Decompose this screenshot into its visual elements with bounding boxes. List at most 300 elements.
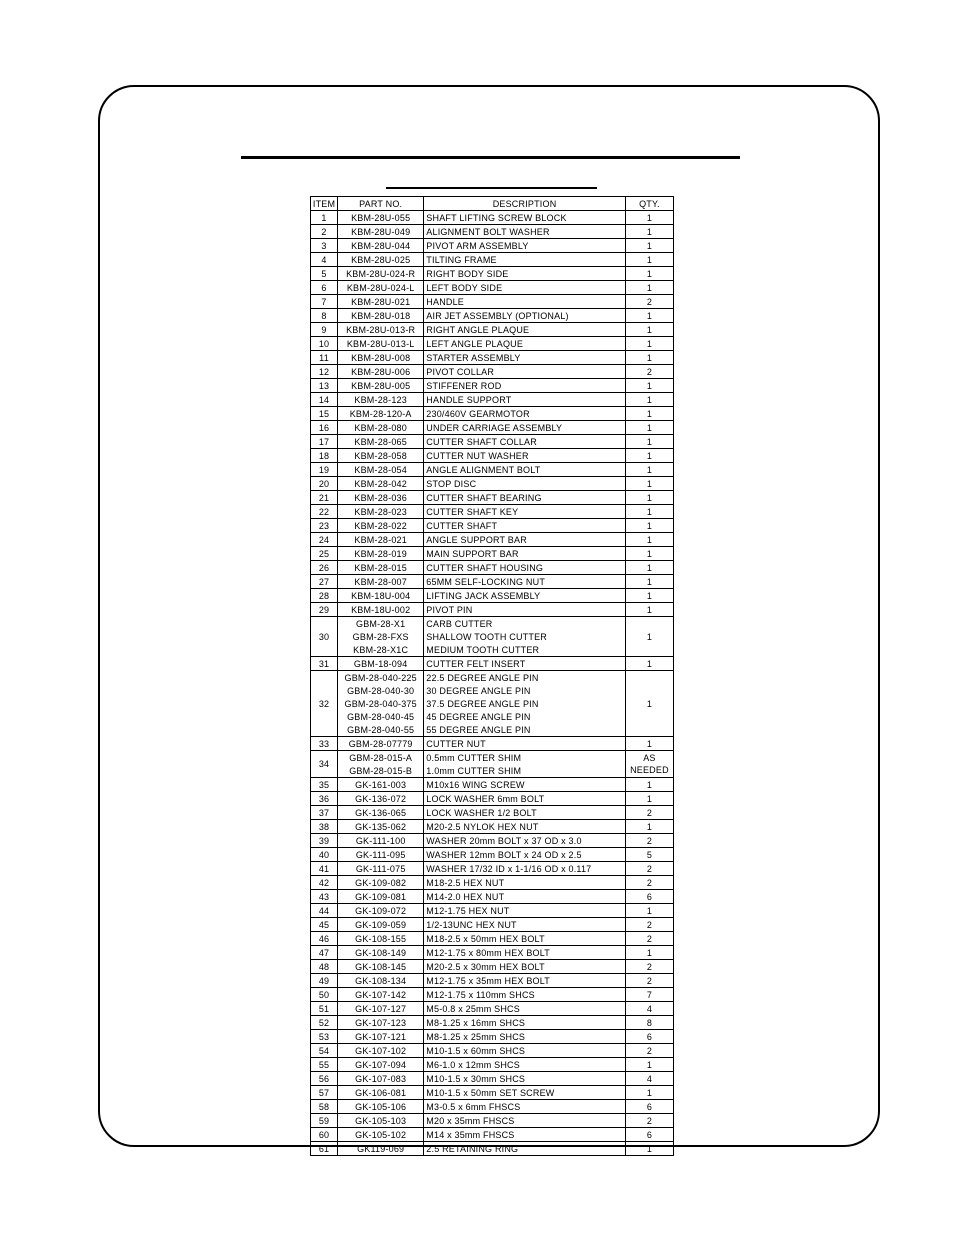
table-row <box>311 751 674 765</box>
part-number-cell: KBM-28-123 <box>338 393 424 407</box>
table-row <box>311 918 674 932</box>
table-row <box>311 806 674 820</box>
quantity-cell: 2 <box>625 876 673 890</box>
part-number-cell: GK-107-102 <box>338 1044 424 1058</box>
table-row <box>311 547 674 561</box>
item-number-cell: 5 <box>311 267 338 281</box>
description-cell: MEDIUM TOOTH CUTTER <box>424 643 626 657</box>
part-number-cell: GK-111-100 <box>338 834 424 848</box>
table-row <box>311 589 674 603</box>
table-row <box>311 309 674 323</box>
part-number-cell: GK-105-102 <box>338 1128 424 1142</box>
part-number-cell: GBM-28-015-A <box>338 751 424 765</box>
item-number-cell: 60 <box>311 1128 338 1142</box>
table-row <box>311 671 674 685</box>
part-number-cell: GK-108-134 <box>338 974 424 988</box>
item-number-cell: 46 <box>311 932 338 946</box>
item-number-cell: 34 <box>311 751 338 778</box>
part-number-cell: GBM-28-040-30 <box>338 684 424 697</box>
quantity-cell: 2 <box>625 918 673 932</box>
quantity-cell: 1 <box>625 351 673 365</box>
item-number-cell: 52 <box>311 1016 338 1030</box>
part-number-cell: GK-109-081 <box>338 890 424 904</box>
item-number-cell: 45 <box>311 918 338 932</box>
item-number-cell: 41 <box>311 862 338 876</box>
quantity-cell: 1 <box>625 657 673 671</box>
table-row <box>311 974 674 988</box>
table-row <box>311 351 674 365</box>
table-row <box>311 1114 674 1128</box>
quantity-cell: 1 <box>625 323 673 337</box>
part-number-cell: KBM-28-015 <box>338 561 424 575</box>
part-number-cell: KBM-28U-024-R <box>338 267 424 281</box>
part-number-cell: KBM-28U-018 <box>338 309 424 323</box>
table-row <box>311 1142 674 1156</box>
part-number-cell: KBM-28-022 <box>338 519 424 533</box>
part-number-cell: GK-106-081 <box>338 1086 424 1100</box>
quantity-cell: 1 <box>625 778 673 792</box>
title-rule <box>241 156 740 159</box>
description-cell: M12-1.75 x 80mm HEX BOLT <box>424 946 626 960</box>
table-row <box>311 1044 674 1058</box>
part-number-cell: KBM-28-007 <box>338 575 424 589</box>
item-number-cell: 1 <box>311 211 338 225</box>
item-number-cell: 32 <box>311 671 338 737</box>
item-number-cell: 17 <box>311 435 338 449</box>
description-cell: CUTTER NUT <box>424 737 626 751</box>
quantity-cell: 2 <box>625 295 673 309</box>
quantity-cell: 7 <box>625 988 673 1002</box>
part-number-cell: GK-107-083 <box>338 1072 424 1086</box>
item-number-cell: 18 <box>311 449 338 463</box>
quantity-cell: 1 <box>625 820 673 834</box>
description-cell: SHAFT LIFTING SCREW BLOCK <box>424 211 626 225</box>
part-number-cell: KBM-28-023 <box>338 505 424 519</box>
part-number-cell: GBM-28-015-B <box>338 764 424 778</box>
description-cell: CUTTER FELT INSERT <box>424 657 626 671</box>
table-row <box>311 337 674 351</box>
table-row <box>311 684 674 697</box>
description-cell: M6-1.0 x 12mm SHCS <box>424 1058 626 1072</box>
table-row <box>311 710 674 723</box>
quantity-cell: 1 <box>625 435 673 449</box>
part-number-cell: GK-136-065 <box>338 806 424 820</box>
quantity-cell: 1 <box>625 337 673 351</box>
part-number-cell: KBM-28-058 <box>338 449 424 463</box>
description-cell: AIR JET ASSEMBLY (OPTIONAL) <box>424 309 626 323</box>
table-row <box>311 491 674 505</box>
part-number-cell: GBM-28-X1 <box>338 617 424 631</box>
table-row <box>311 463 674 477</box>
part-number-cell: KBM-28-X1C <box>338 643 424 657</box>
description-cell: CUTTER SHAFT KEY <box>424 505 626 519</box>
item-number-cell: 38 <box>311 820 338 834</box>
quantity-cell: 1 <box>625 904 673 918</box>
item-number-cell: 22 <box>311 505 338 519</box>
quantity-cell: 1 <box>625 477 673 491</box>
part-number-cell: KBM-18U-002 <box>338 603 424 617</box>
quantity-cell: 1 <box>625 1086 673 1100</box>
part-number-cell: GBM-28-040-45 <box>338 710 424 723</box>
description-cell: LOCK WASHER 6mm BOLT <box>424 792 626 806</box>
part-number-cell: GK-136-072 <box>338 792 424 806</box>
table-row <box>311 778 674 792</box>
part-number-cell: KBM-18U-004 <box>338 589 424 603</box>
quantity-line: NEEDED <box>630 765 669 775</box>
quantity-cell: 2 <box>625 974 673 988</box>
item-number-cell: 55 <box>311 1058 338 1072</box>
description-cell: PIVOT ARM ASSEMBLY <box>424 239 626 253</box>
item-number-cell: 25 <box>311 547 338 561</box>
item-number-cell: 44 <box>311 904 338 918</box>
item-number-cell: 42 <box>311 876 338 890</box>
table-row <box>311 603 674 617</box>
quantity-cell: 1 <box>625 267 673 281</box>
table-row <box>311 281 674 295</box>
quantity-cell: 1 <box>625 1058 673 1072</box>
description-cell: WASHER 12mm BOLT x 24 OD x 2.5 <box>424 848 626 862</box>
part-number-cell: GK-109-059 <box>338 918 424 932</box>
description-cell: M10-1.5 x 30mm SHCS <box>424 1072 626 1086</box>
part-number-cell: GK-161-003 <box>338 778 424 792</box>
quantity-cell: 1 <box>625 449 673 463</box>
table-header-row <box>311 197 674 211</box>
item-number-cell: 14 <box>311 393 338 407</box>
part-number-cell: GK-108-155 <box>338 932 424 946</box>
quantity-cell: 1 <box>625 505 673 519</box>
item-number-cell: 27 <box>311 575 338 589</box>
part-number-cell: KBM-28U-049 <box>338 225 424 239</box>
description-cell: PIVOT COLLAR <box>424 365 626 379</box>
table-row <box>311 1072 674 1086</box>
table-row <box>311 1016 674 1030</box>
description-cell: WASHER 20mm BOLT x 37 OD x 3.0 <box>424 834 626 848</box>
quantity-cell: 6 <box>625 890 673 904</box>
quantity-cell: 1 <box>625 1142 673 1156</box>
quantity-cell: 1 <box>625 379 673 393</box>
item-number-cell: 6 <box>311 281 338 295</box>
description-cell: M5-0.8 x 25mm SHCS <box>424 1002 626 1016</box>
part-number-cell: GK-105-103 <box>338 1114 424 1128</box>
quantity-cell: 1 <box>625 239 673 253</box>
table-row <box>311 1086 674 1100</box>
item-number-cell: 15 <box>311 407 338 421</box>
table-row <box>311 617 674 631</box>
quantity-cell: 1 <box>625 225 673 239</box>
table-row <box>311 820 674 834</box>
table-row <box>311 449 674 463</box>
table-row <box>311 267 674 281</box>
description-cell: STOP DISC <box>424 477 626 491</box>
quantity-cell: 1 <box>625 463 673 477</box>
description-cell: 0.5mm CUTTER SHIM <box>424 751 626 765</box>
quantity-cell: 1 <box>625 671 673 737</box>
part-number-cell: GBM-18-094 <box>338 657 424 671</box>
part-number-cell: KBM-28-080 <box>338 421 424 435</box>
quantity-cell: 1 <box>625 792 673 806</box>
table-title-rule <box>386 187 597 189</box>
description-cell: HANDLE <box>424 295 626 309</box>
part-number-cell: GBM-28-040-55 <box>338 723 424 737</box>
item-number-cell: 56 <box>311 1072 338 1086</box>
description-cell: ALIGNMENT BOLT WASHER <box>424 225 626 239</box>
quantity-cell: 4 <box>625 1072 673 1086</box>
description-cell: 37.5 DEGREE ANGLE PIN <box>424 697 626 710</box>
quantity-cell: 1 <box>625 533 673 547</box>
table-row <box>311 848 674 862</box>
item-number-cell: 9 <box>311 323 338 337</box>
description-cell: UNDER CARRIAGE ASSEMBLY <box>424 421 626 435</box>
description-cell: HANDLE SUPPORT <box>424 393 626 407</box>
description-cell: CUTTER SHAFT HOUSING <box>424 561 626 575</box>
quantity-cell: 2 <box>625 834 673 848</box>
table-row <box>311 876 674 890</box>
table-row <box>311 421 674 435</box>
quantity-cell: 2 <box>625 862 673 876</box>
part-number-cell: KBM-28U-005 <box>338 379 424 393</box>
description-cell: 65MM SELF-LOCKING NUT <box>424 575 626 589</box>
item-number-cell: 57 <box>311 1086 338 1100</box>
part-number-cell: GK119-069 <box>338 1142 424 1156</box>
part-number-cell: KBM-28-021 <box>338 533 424 547</box>
item-number-cell: 29 <box>311 603 338 617</box>
table-row <box>311 435 674 449</box>
description-cell: M20-2.5 x 30mm HEX BOLT <box>424 960 626 974</box>
quantity-cell: 1 <box>625 737 673 751</box>
table-row <box>311 890 674 904</box>
part-number-cell: KBM-28U-006 <box>338 365 424 379</box>
description-cell: CUTTER SHAFT BEARING <box>424 491 626 505</box>
item-number-cell: 50 <box>311 988 338 1002</box>
item-number-cell: 37 <box>311 806 338 820</box>
quantity-cell: 1 <box>625 519 673 533</box>
item-number-cell: 54 <box>311 1044 338 1058</box>
description-cell: 30 DEGREE ANGLE PIN <box>424 684 626 697</box>
description-cell: 1.0mm CUTTER SHIM <box>424 764 626 778</box>
part-number-cell: KBM-28-054 <box>338 463 424 477</box>
table-row <box>311 323 674 337</box>
item-number-cell: 58 <box>311 1100 338 1114</box>
description-cell: M10-1.5 x 50mm SET SCREW <box>424 1086 626 1100</box>
table-row <box>311 211 674 225</box>
part-number-cell: GBM-28-FXS <box>338 630 424 643</box>
part-number-cell: GK-109-082 <box>338 876 424 890</box>
item-number-cell: 43 <box>311 890 338 904</box>
header-part-no: PART NO. <box>338 197 424 211</box>
table-row <box>311 393 674 407</box>
part-number-cell: GK-105-106 <box>338 1100 424 1114</box>
description-cell: 22.5 DEGREE ANGLE PIN <box>424 671 626 685</box>
item-number-cell: 39 <box>311 834 338 848</box>
item-number-cell: 11 <box>311 351 338 365</box>
table-row <box>311 834 674 848</box>
quantity-cell: 1 <box>625 211 673 225</box>
description-cell: RIGHT ANGLE PLAQUE <box>424 323 626 337</box>
item-number-cell: 26 <box>311 561 338 575</box>
quantity-cell: 2 <box>625 1044 673 1058</box>
description-cell: CUTTER SHAFT COLLAR <box>424 435 626 449</box>
item-number-cell: 8 <box>311 309 338 323</box>
quantity-line: AS <box>643 753 656 763</box>
item-number-cell: 35 <box>311 778 338 792</box>
description-cell: ANGLE SUPPORT BAR <box>424 533 626 547</box>
description-cell: CARB CUTTER <box>424 617 626 631</box>
part-number-cell: KBM-28U-025 <box>338 253 424 267</box>
item-number-cell: 30 <box>311 617 338 657</box>
description-cell: 55 DEGREE ANGLE PIN <box>424 723 626 737</box>
description-cell: 2.5 RETAINING RING <box>424 1142 626 1156</box>
table-row <box>311 253 674 267</box>
part-number-cell: GK-108-149 <box>338 946 424 960</box>
item-number-cell: 12 <box>311 365 338 379</box>
item-number-cell: 49 <box>311 974 338 988</box>
item-number-cell: 47 <box>311 946 338 960</box>
quantity-cell: 1 <box>625 309 673 323</box>
table-row <box>311 946 674 960</box>
description-cell: ANGLE ALIGNMENT BOLT <box>424 463 626 477</box>
part-number-cell: KBM-28U-021 <box>338 295 424 309</box>
part-number-cell: KBM-28-065 <box>338 435 424 449</box>
item-number-cell: 13 <box>311 379 338 393</box>
part-number-cell: GK-111-075 <box>338 862 424 876</box>
description-cell: M14 x 35mm FHSCS <box>424 1128 626 1142</box>
description-cell: 230/460V GEARMOTOR <box>424 407 626 421</box>
item-number-cell: 33 <box>311 737 338 751</box>
part-number-cell: KBM-28-120-A <box>338 407 424 421</box>
item-number-cell: 40 <box>311 848 338 862</box>
description-cell: M20-2.5 NYLOK HEX NUT <box>424 820 626 834</box>
table-row <box>311 1128 674 1142</box>
item-number-cell: 36 <box>311 792 338 806</box>
table-row <box>311 519 674 533</box>
description-cell: M18-2.5 x 50mm HEX BOLT <box>424 932 626 946</box>
quantity-cell: 6 <box>625 1100 673 1114</box>
table-row <box>311 988 674 1002</box>
description-cell: LEFT BODY SIDE <box>424 281 626 295</box>
table-row <box>311 239 674 253</box>
table-row <box>311 657 674 671</box>
item-number-cell: 16 <box>311 421 338 435</box>
table-row <box>311 225 674 239</box>
table-row <box>311 533 674 547</box>
part-number-cell: KBM-28U-044 <box>338 239 424 253</box>
part-number-cell: GK-107-123 <box>338 1016 424 1030</box>
table-row <box>311 1058 674 1072</box>
quantity-cell: 1 <box>625 421 673 435</box>
description-cell: M10x16 WING SCREW <box>424 778 626 792</box>
quantity-cell: 1 <box>625 603 673 617</box>
description-cell: M18-2.5 HEX NUT <box>424 876 626 890</box>
table-row <box>311 365 674 379</box>
quantity-cell <box>625 751 673 778</box>
quantity-cell: 2 <box>625 960 673 974</box>
description-cell: 1/2-13UNC HEX NUT <box>424 918 626 932</box>
part-number-cell: KBM-28U-008 <box>338 351 424 365</box>
description-cell: LOCK WASHER 1/2 BOLT <box>424 806 626 820</box>
table-row <box>311 737 674 751</box>
quantity-cell: 1 <box>625 393 673 407</box>
item-number-cell: 23 <box>311 519 338 533</box>
header-qty: QTY. <box>625 197 673 211</box>
part-number-cell: KBM-28U-013-R <box>338 323 424 337</box>
part-number-cell: KBM-28U-013-L <box>338 337 424 351</box>
description-cell: M12-1.75 x 35mm HEX BOLT <box>424 974 626 988</box>
part-number-cell: GBM-28-040-225 <box>338 671 424 685</box>
part-number-cell: GK-107-127 <box>338 1002 424 1016</box>
description-cell: STIFFENER ROD <box>424 379 626 393</box>
part-number-cell: KBM-28-036 <box>338 491 424 505</box>
part-number-cell: KBM-28U-055 <box>338 211 424 225</box>
description-cell: CUTTER SHAFT <box>424 519 626 533</box>
item-number-cell: 20 <box>311 477 338 491</box>
quantity-cell: 6 <box>625 1030 673 1044</box>
table-row <box>311 764 674 778</box>
table-row <box>311 697 674 710</box>
item-number-cell: 48 <box>311 960 338 974</box>
description-cell: TILTING FRAME <box>424 253 626 267</box>
quantity-cell: 1 <box>625 547 673 561</box>
item-number-cell: 61 <box>311 1142 338 1156</box>
description-cell: LEFT ANGLE PLAQUE <box>424 337 626 351</box>
description-cell: M12-1.75 HEX NUT <box>424 904 626 918</box>
description-cell: WASHER 17/32 ID x 1-1/16 OD x 0.117 <box>424 862 626 876</box>
quantity-cell: 1 <box>625 946 673 960</box>
quantity-cell: 5 <box>625 848 673 862</box>
description-cell: M8-1.25 x 25mm SHCS <box>424 1030 626 1044</box>
part-number-cell: GK-111-095 <box>338 848 424 862</box>
item-number-cell: 21 <box>311 491 338 505</box>
table-row <box>311 932 674 946</box>
table-row <box>311 643 674 657</box>
header-item: ITEM <box>311 197 338 211</box>
description-cell: STARTER ASSEMBLY <box>424 351 626 365</box>
table-row <box>311 477 674 491</box>
table-row <box>311 960 674 974</box>
description-cell: PIVOT PIN <box>424 603 626 617</box>
description-cell: 45 DEGREE ANGLE PIN <box>424 710 626 723</box>
table-row <box>311 792 674 806</box>
table-row <box>311 904 674 918</box>
quantity-cell: 6 <box>625 1128 673 1142</box>
part-number-cell: KBM-28-042 <box>338 477 424 491</box>
table-row <box>311 575 674 589</box>
item-number-cell: 24 <box>311 533 338 547</box>
item-number-cell: 28 <box>311 589 338 603</box>
quantity-cell: 1 <box>625 253 673 267</box>
item-number-cell: 3 <box>311 239 338 253</box>
table-row <box>311 1002 674 1016</box>
table-row <box>311 379 674 393</box>
description-cell: M12-1.75 x 110mm SHCS <box>424 988 626 1002</box>
description-cell: M14-2.0 HEX NUT <box>424 890 626 904</box>
quantity-cell: 1 <box>625 589 673 603</box>
part-number-cell: KBM-28-019 <box>338 547 424 561</box>
table-row <box>311 630 674 643</box>
quantity-cell: 2 <box>625 806 673 820</box>
item-number-cell: 4 <box>311 253 338 267</box>
header-description: DESCRIPTION <box>424 197 626 211</box>
item-number-cell: 59 <box>311 1114 338 1128</box>
item-number-cell: 19 <box>311 463 338 477</box>
quantity-cell: 1 <box>625 561 673 575</box>
quantity-cell: 1 <box>625 491 673 505</box>
item-number-cell: 7 <box>311 295 338 309</box>
table-row <box>311 407 674 421</box>
part-number-cell: KBM-28U-024-L <box>338 281 424 295</box>
quantity-cell: 8 <box>625 1016 673 1030</box>
description-cell: M10-1.5 x 60mm SHCS <box>424 1044 626 1058</box>
table-row <box>311 295 674 309</box>
